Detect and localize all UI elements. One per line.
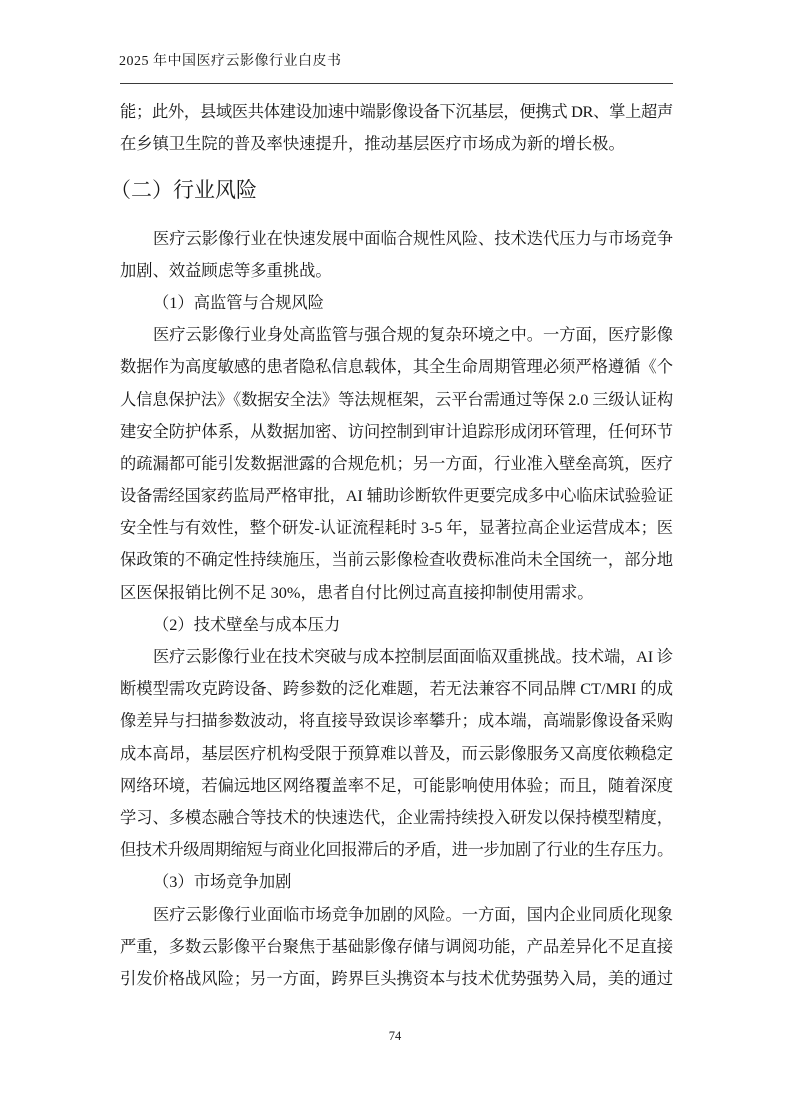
header-rule xyxy=(120,83,673,84)
text-line: 在乡镇卫生院的普及率快速提升，推动基层医疗市场成为新的增长极。 xyxy=(120,134,625,154)
document-body xyxy=(110,96,674,995)
text-line: 医疗云影像行业身处高监管与强合规的复杂环境之中。一方面，医疗影像 xyxy=(153,325,673,345)
paragraph xyxy=(120,223,673,287)
text-line: 设备需经国家药监局严格审批，AI 辅助诊断软件更要完成多中心临床试验验证 xyxy=(120,486,673,506)
paragraph xyxy=(120,319,673,609)
page-footer xyxy=(0,1028,790,1044)
subsection-heading: （2）技术壁垒与成本压力 xyxy=(153,614,341,634)
text-line: 成本高昂，基层医疗机构受限于预算难以普及，而云影像服务又高度依赖稳定 xyxy=(120,743,673,763)
text-line: 医疗云影像行业在快速发展中面临合规性风险、技术迭代压力与市场竞争 xyxy=(153,228,673,248)
text-line: 医疗云影像行业在技术突破与成本控制层面面临双重挑战。技术端，AI 诊 xyxy=(153,647,673,667)
text-line: 保政策的不确定性持续施压，当前云影像检查收费标准尚未全国统一，部分地 xyxy=(120,550,673,570)
text-line: 能；此外，县域医共体建设加速中端影像设备下沉基层，便携式 DR、掌上超声 xyxy=(120,102,673,121)
text-line: 但技术升级周期缩短与商业化回报滞后的矛盾，进一步加剧了行业的生存压力。 xyxy=(120,840,673,860)
subsection-heading: （1）高监管与合规风险 xyxy=(153,292,324,312)
paragraph xyxy=(120,641,673,866)
subsection-heading: （3）市场竞争加剧 xyxy=(153,872,292,892)
text-line: 像差异与扫描参数波动，将直接导致误诊率攀升；成本端，高端影像设备采购 xyxy=(120,711,673,731)
section-heading: （二）行业风险 xyxy=(110,179,257,203)
text-line: 医疗云影像行业面临市场竞争加剧的风险。一方面，国内企业同质化现象 xyxy=(153,904,673,924)
text-line: 加剧、效益顾虑等多重挑战。 xyxy=(120,260,332,280)
text-line: 建安全防护体系，从数据加密、访问控制到审计追踪形成闭环管理，任何环节 xyxy=(120,421,673,441)
text-line: 数据作为高度敏感的患者隐私信息载体，其全生命周期管理必须严格遵循《个 xyxy=(120,357,673,377)
text-line: 区医保报销比例不足 30%，患者自付比例过高直接抑制使用需求。 xyxy=(120,582,594,602)
paragraph xyxy=(120,96,673,160)
text-line: 严重，多数云影像平台聚焦于基础影像存储与调阅功能，产品差异化不足直接 xyxy=(120,936,673,956)
paragraph xyxy=(120,899,673,996)
text-line: 安全性与有效性，整个研发-认证流程耗时 3-5 年，显著拉高企业运营成本；医 xyxy=(120,518,674,538)
text-line: 引发价格战风险；另一方面，跨界巨头携资本与技术优势强势入局，美的通过 xyxy=(120,968,673,988)
text-line: 网络环境，若偏远地区网络覆盖率不足，可能影响使用体验；而且，随着深度 xyxy=(120,775,673,795)
text-line: 的疏漏都可能引发数据泄露的合规危机；另一方面，行业准入壁垒高筑，医疗 xyxy=(120,453,673,473)
text-line: 学习、多模态融合等技术的快速迭代，企业需持续投入研发以保持模型精度， xyxy=(120,807,673,827)
text-line: 断模型需攻克跨设备、跨参数的泛化难题，若无法兼容不同品牌 CT/MRI 的成 xyxy=(120,679,674,699)
page-header-title: 2025 年中国医疗云影像行业白皮书 xyxy=(119,54,342,69)
text-line: 人信息保护法》《数据安全法》等法规框架，云平台需通过等保 2.0 三级认证构 xyxy=(120,389,673,409)
page-number: 74 xyxy=(388,1029,402,1043)
